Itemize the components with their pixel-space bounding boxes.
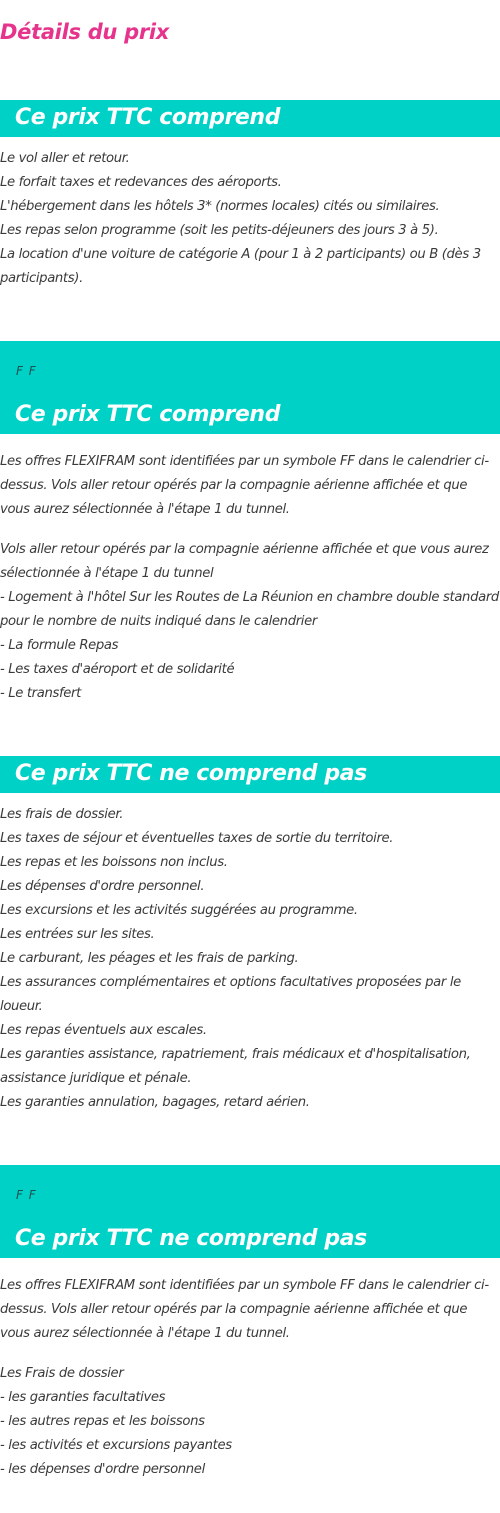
- list-item: - Les taxes d'aéroport et de solidarité: [0, 662, 235, 677]
- section-ff-included-intro: Les offres FLEXIFRAM sont identifiées par un symbole FF dans le calendrier ci-dessus. Vols aller retour opérés par la compagnie aérienne affichée et que vous aurez sélectionnée à l'étape 1 du tunnel.: [0, 454, 489, 517]
- list-item: Les Frais de dossier: [0, 1366, 124, 1381]
- section-ff-included-list: [0, 538, 500, 706]
- section-excluded-heading: Ce prix TTC ne comprend pas: [15, 761, 367, 786]
- ff-tag: F F: [16, 1188, 37, 1202]
- list-item: - Le transfert: [0, 686, 81, 701]
- section-included-header: [0, 100, 500, 137]
- section-excluded-header: [0, 756, 500, 793]
- list-item: - La formule Repas: [0, 638, 119, 653]
- list-item: Le carburant, les péages et les frais de parking.: [0, 951, 299, 966]
- section-ff-included-heading: Ce prix TTC comprend: [15, 402, 281, 427]
- list-item: Les dépenses d'ordre personnel.: [0, 879, 205, 894]
- list-item: L'hébergement dans les hôtels 3* (normes locales) cités ou similaires.: [0, 199, 440, 214]
- list-item: Les garanties assistance, rapatriement, frais médicaux et d'hospitalisation, assistance juridique et pénale.: [0, 1047, 471, 1086]
- section-excluded-list: [0, 803, 500, 1115]
- list-item: Les frais de dossier.: [0, 807, 124, 822]
- section-included-heading: Ce prix TTC comprend: [15, 105, 281, 130]
- list-item: Le forfait taxes et redevances des aéroports.: [0, 175, 282, 190]
- list-item: Vols aller retour opérés par la compagnie aérienne affichée et que vous aurez sélectionnée à l'étape 1 du tunnel: [0, 542, 489, 581]
- page-title: Détails du prix: [0, 20, 170, 44]
- ff-tag: F F: [16, 364, 37, 378]
- section-ff-excluded-heading: Ce prix TTC ne comprend pas: [15, 1226, 367, 1251]
- list-item: Les assurances complémentaires et options facultatives proposées par le loueur.: [0, 975, 461, 1014]
- section-ff-excluded-list: [0, 1362, 500, 1482]
- section-ff-excluded-intro: Les offres FLEXIFRAM sont identifiées par un symbole FF dans le calendrier ci-dessus. Vols aller retour opérés par la compagnie aérienne affichée et que vous aurez sélectionnée à l'étape 1 du tunnel.: [0, 1278, 489, 1341]
- list-item: - Logement à l'hôtel Sur les Routes de La Réunion en chambre double standard pour le nombre de nuits indiqué dans le calendrier: [0, 590, 499, 629]
- list-item: Le vol aller et retour.: [0, 151, 130, 166]
- list-item: Les repas et les boissons non inclus.: [0, 855, 228, 870]
- list-item: Les repas selon programme (soit les petits-déjeuners des jours 3 à 5).: [0, 223, 439, 238]
- list-item: Les repas éventuels aux escales.: [0, 1023, 207, 1038]
- list-item: La location d'une voiture de catégorie A (pour 1 à 2 participants) ou B (dès 3 participants).: [0, 247, 481, 286]
- list-item: Les entrées sur les sites.: [0, 927, 155, 942]
- section-included-list: [0, 147, 500, 291]
- list-item: - les activités et excursions payantes: [0, 1438, 232, 1453]
- list-item: - les dépenses d'ordre personnel: [0, 1462, 205, 1477]
- section-ff-included-header: [0, 341, 500, 434]
- list-item: Les taxes de séjour et éventuelles taxes de sortie du territoire.: [0, 831, 394, 846]
- list-item: - les autres repas et les boissons: [0, 1414, 205, 1429]
- list-item: Les excursions et les activités suggérées au programme.: [0, 903, 358, 918]
- list-item: - les garanties facultatives: [0, 1390, 166, 1405]
- section-ff-excluded-header: [0, 1165, 500, 1258]
- list-item: Les garanties annulation, bagages, retard aérien.: [0, 1095, 310, 1110]
